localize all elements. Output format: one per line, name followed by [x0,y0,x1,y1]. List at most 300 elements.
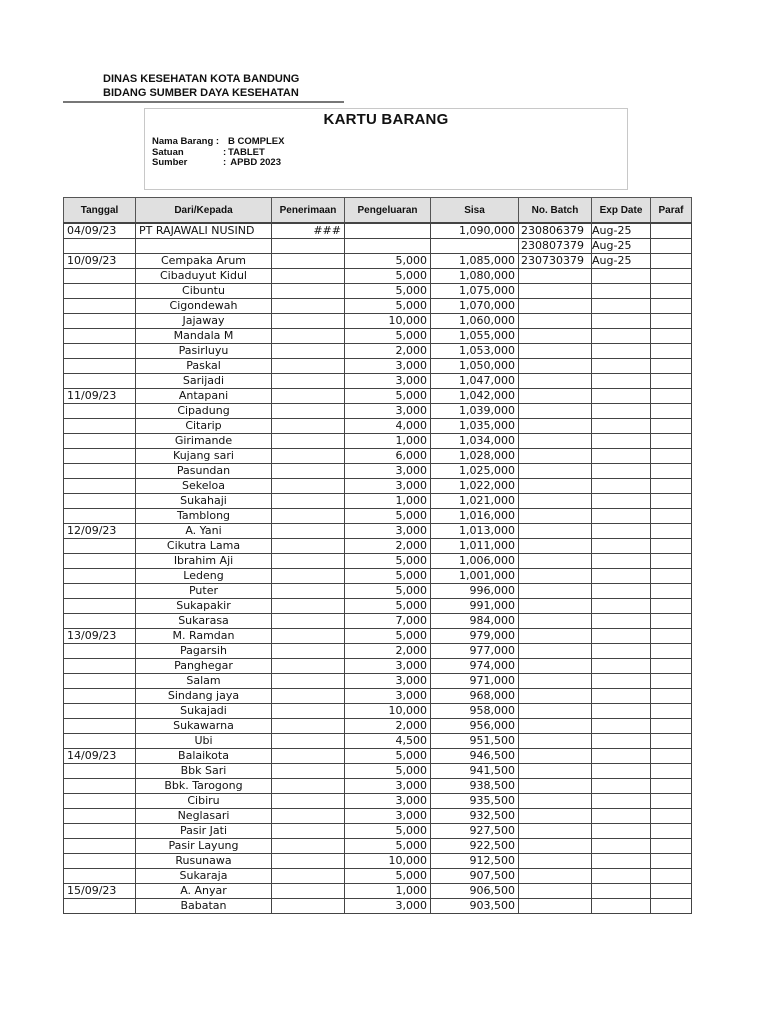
cell-dari-kepada: Rusunawa [136,854,272,869]
cell-penerimaan [272,674,345,689]
cell-tanggal [64,764,136,779]
cell-penerimaan [272,314,345,329]
cell-exp-date [592,299,651,314]
cell-tanggal [64,374,136,389]
cell-sisa: 912,500 [431,854,519,869]
cell-pengeluaran: 5,000 [345,869,431,884]
cell-no-batch [519,899,592,914]
cell-sisa: 984,000 [431,614,519,629]
table-row [64,299,692,314]
table-row [64,689,692,704]
cell-tanggal [64,479,136,494]
cell-paraf [651,644,692,659]
cell-dari-kepada: Kujang sari [136,449,272,464]
cell-paraf [651,449,692,464]
cell-pengeluaran: 5,000 [345,839,431,854]
cell-dari-kepada: Tamblong [136,509,272,524]
cell-dari-kepada: Cigondewah [136,299,272,314]
cell-no-batch [519,314,592,329]
cell-dari-kepada: Sukajadi [136,704,272,719]
cell-penerimaan [272,839,345,854]
cell-tanggal [64,674,136,689]
cell-pengeluaran: 5,000 [345,389,431,404]
cell-penerimaan [272,704,345,719]
cell-dari-kepada: Antapani [136,389,272,404]
cell-no-batch [519,539,592,554]
table-row [64,809,692,824]
cell-paraf [651,869,692,884]
cell-no-batch [519,674,592,689]
cell-dari-kepada: Balaikota [136,749,272,764]
cell-paraf [651,584,692,599]
cell-dari-kepada: Ledeng [136,569,272,584]
cell-exp-date [592,434,651,449]
table-row [64,389,692,404]
table-row [64,779,692,794]
cell-no-batch [519,419,592,434]
column-header-no-batch: No. Batch [519,198,592,224]
cell-exp-date [592,389,651,404]
cell-tanggal [64,824,136,839]
cell-no-batch [519,584,592,599]
cell-paraf [651,719,692,734]
cell-tanggal: 12/09/23 [64,524,136,539]
cell-pengeluaran: 7,000 [345,614,431,629]
cell-sisa: 956,000 [431,719,519,734]
cell-pengeluaran: 5,000 [345,584,431,599]
cell-pengeluaran: 5,000 [345,329,431,344]
cell-dari-kepada: Cibaduyut Kidul [136,269,272,284]
cell-paraf [651,299,692,314]
cell-exp-date [592,809,651,824]
cell-tanggal [64,794,136,809]
table-row [64,449,692,464]
cell-no-batch [519,509,592,524]
cell-tanggal [64,689,136,704]
cell-pengeluaran: 5,000 [345,509,431,524]
cell-paraf [651,404,692,419]
cell-tanggal [64,269,136,284]
cell-sisa: 922,500 [431,839,519,854]
cell-exp-date [592,554,651,569]
cell-penerimaan [272,509,345,524]
cell-tanggal [64,299,136,314]
cell-tanggal: 13/09/23 [64,629,136,644]
cell-tanggal [64,839,136,854]
org-division: BIDANG SUMBER DAYA KESEHATAN [103,87,299,99]
column-header-dari-kepada: Dari/Kepada [136,198,272,224]
cell-sisa: 1,070,000 [431,299,519,314]
cell-pengeluaran: 2,000 [345,344,431,359]
column-header-sisa: Sisa [431,198,519,224]
cell-no-batch: 230807379 [519,239,592,254]
cell-no-batch [519,719,592,734]
table-header-row [64,198,692,224]
table-row [64,314,692,329]
cell-paraf [651,629,692,644]
cell-sisa: 1,034,000 [431,434,519,449]
cell-no-batch [519,689,592,704]
cell-no-batch [519,359,592,374]
cell-penerimaan [272,269,345,284]
cell-dari-kepada: Paskal [136,359,272,374]
cell-paraf [651,223,692,239]
cell-penerimaan [272,479,345,494]
stock-card-table [63,197,692,914]
cell-dari-kepada: Bbk. Tarogong [136,779,272,794]
cell-dari-kepada: Cempaka Arum [136,254,272,269]
table-row [64,404,692,419]
column-header-tanggal: Tanggal [64,198,136,224]
cell-exp-date: Aug-25 [592,223,651,239]
cell-dari-kepada: Ubi [136,734,272,749]
cell-sisa: 1,022,000 [431,479,519,494]
cell-dari-kepada: Cikutra Lama [136,539,272,554]
cell-tanggal [64,314,136,329]
cell-no-batch [519,614,592,629]
cell-sisa: 1,042,000 [431,389,519,404]
cell-pengeluaran: 5,000 [345,629,431,644]
cell-exp-date [592,824,651,839]
cell-penerimaan [272,404,345,419]
cell-penerimaan [272,869,345,884]
cell-tanggal [64,659,136,674]
table-row [64,434,692,449]
cell-pengeluaran: 10,000 [345,314,431,329]
cell-paraf [651,809,692,824]
cell-dari-kepada: Pagarsih [136,644,272,659]
cell-dari-kepada: Cibuntu [136,284,272,299]
cell-exp-date [592,644,651,659]
cell-sisa: 968,000 [431,689,519,704]
cell-tanggal [64,434,136,449]
field-value: APBD 2023 [228,157,281,168]
cell-dari-kepada: Pasirluyu [136,344,272,359]
cell-pengeluaran: 3,000 [345,524,431,539]
cell-pengeluaran: 10,000 [345,854,431,869]
cell-penerimaan [272,494,345,509]
cell-tanggal [64,809,136,824]
cell-penerimaan [272,389,345,404]
cell-dari-kepada: Puter [136,584,272,599]
cell-pengeluaran: 5,000 [345,554,431,569]
cell-penerimaan [272,554,345,569]
cell-paraf [651,509,692,524]
cell-no-batch [519,764,592,779]
cell-dari-kepada: Pasir Jati [136,824,272,839]
table-row [64,239,692,254]
table-row [64,764,692,779]
cell-pengeluaran: 4,500 [345,734,431,749]
cell-exp-date [592,779,651,794]
cell-paraf [651,704,692,719]
cell-exp-date [592,689,651,704]
org-name: DINAS KESEHATAN KOTA BANDUNG [103,73,300,85]
cell-pengeluaran: 2,000 [345,539,431,554]
cell-penerimaan [272,599,345,614]
cell-penerimaan [272,899,345,914]
cell-no-batch [519,344,592,359]
cell-tanggal [64,239,136,254]
cell-tanggal [64,779,136,794]
cell-sisa: 1,011,000 [431,539,519,554]
cell-sisa: 906,500 [431,884,519,899]
field-sumber [152,158,284,169]
cell-sisa: 1,039,000 [431,404,519,419]
cell-sisa: 1,085,000 [431,254,519,269]
cell-dari-kepada: PT RAJAWALI NUSIND [136,223,272,239]
cell-sisa: 1,028,000 [431,449,519,464]
cell-pengeluaran: 3,000 [345,464,431,479]
organization-header [103,72,299,100]
cell-paraf [651,614,692,629]
table-row [64,599,692,614]
cell-paraf [651,899,692,914]
cell-dari-kepada: Sukahaji [136,494,272,509]
cell-no-batch [519,299,592,314]
table-row [64,569,692,584]
cell-no-batch [519,644,592,659]
cell-exp-date [592,569,651,584]
cell-sisa: 1,055,000 [431,329,519,344]
cell-dari-kepada: Salam [136,674,272,689]
table-row [64,479,692,494]
cell-pengeluaran: 5,000 [345,749,431,764]
cell-exp-date [592,524,651,539]
cell-penerimaan [272,659,345,674]
cell-tanggal [64,599,136,614]
table-row [64,659,692,674]
table-row [64,704,692,719]
cell-dari-kepada: Bbk Sari [136,764,272,779]
cell-no-batch [519,884,592,899]
cell-tanggal [64,644,136,659]
cell-no-batch [519,329,592,344]
cell-sisa [431,239,519,254]
cell-dari-kepada: Cibiru [136,794,272,809]
cell-exp-date [592,509,651,524]
cell-sisa: 946,500 [431,749,519,764]
cell-penerimaan [272,614,345,629]
cell-paraf [651,674,692,689]
cell-paraf [651,689,692,704]
cell-dari-kepada: Sekeloa [136,479,272,494]
field-label: Sumber : [152,157,227,168]
cell-paraf [651,254,692,269]
cell-sisa: 907,500 [431,869,519,884]
cell-no-batch [519,404,592,419]
cell-paraf [651,599,692,614]
table-row [64,223,692,239]
cell-exp-date [592,359,651,374]
cell-no-batch [519,599,592,614]
cell-dari-kepada: Sukarasa [136,614,272,629]
cell-pengeluaran: 1,000 [345,494,431,509]
cell-exp-date [592,269,651,284]
item-card-header [144,108,628,190]
table-row [64,374,692,389]
cell-sisa: 971,000 [431,674,519,689]
cell-no-batch [519,854,592,869]
cell-dari-kepada: Mandala M [136,329,272,344]
cell-sisa: 991,000 [431,599,519,614]
cell-tanggal [64,509,136,524]
table-row [64,869,692,884]
cell-sisa: 1,060,000 [431,314,519,329]
cell-pengeluaran: 2,000 [345,719,431,734]
cell-paraf [651,794,692,809]
cell-pengeluaran: 2,000 [345,644,431,659]
table-row [64,329,692,344]
cell-exp-date [592,314,651,329]
cell-paraf [651,284,692,299]
cell-exp-date [592,764,651,779]
table-row [64,539,692,554]
cell-pengeluaran: 5,000 [345,284,431,299]
column-header-pengeluaran: Pengeluaran [345,198,431,224]
table-row [64,854,692,869]
cell-exp-date [592,419,651,434]
cell-sisa: 1,035,000 [431,419,519,434]
cell-paraf [651,389,692,404]
cell-paraf [651,464,692,479]
cell-pengeluaran [345,223,431,239]
cell-dari-kepada: Sarijadi [136,374,272,389]
cell-pengeluaran: 3,000 [345,779,431,794]
table-row [64,644,692,659]
cell-pengeluaran: 6,000 [345,449,431,464]
cell-sisa: 1,047,000 [431,374,519,389]
cell-tanggal: 04/09/23 [64,223,136,239]
cell-penerimaan [272,854,345,869]
cell-pengeluaran: 3,000 [345,899,431,914]
cell-sisa: 1,021,000 [431,494,519,509]
cell-pengeluaran [345,239,431,254]
cell-exp-date [592,719,651,734]
cell-pengeluaran: 5,000 [345,269,431,284]
cell-dari-kepada: Citarip [136,419,272,434]
table-row [64,509,692,524]
cell-tanggal [64,899,136,914]
cell-exp-date [592,344,651,359]
cell-pengeluaran: 5,000 [345,599,431,614]
cell-sisa: 932,500 [431,809,519,824]
cell-tanggal [64,734,136,749]
cell-tanggal [64,539,136,554]
cell-no-batch [519,464,592,479]
cell-tanggal [64,584,136,599]
cell-paraf [651,734,692,749]
cell-penerimaan [272,374,345,389]
cell-pengeluaran: 3,000 [345,374,431,389]
cell-dari-kepada: Neglasari [136,809,272,824]
table-row [64,464,692,479]
field-label: Nama Barang : [152,136,220,147]
table-row [64,629,692,644]
cell-paraf [651,569,692,584]
cell-penerimaan [272,824,345,839]
cell-pengeluaran: 3,000 [345,479,431,494]
cell-paraf [651,764,692,779]
cell-exp-date [592,794,651,809]
cell-pengeluaran: 10,000 [345,704,431,719]
cell-tanggal [64,569,136,584]
cell-no-batch [519,629,592,644]
cell-penerimaan: ### [272,223,345,239]
cell-penerimaan [272,794,345,809]
cell-no-batch [519,869,592,884]
cell-exp-date [592,404,651,419]
cell-sisa: 1,050,000 [431,359,519,374]
cell-no-batch [519,449,592,464]
cell-sisa: 1,006,000 [431,554,519,569]
cell-paraf [651,359,692,374]
field-value: B COMPLEX [228,136,285,147]
cell-penerimaan [272,254,345,269]
cell-dari-kepada: Pasundan [136,464,272,479]
cell-no-batch [519,569,592,584]
cell-pengeluaran: 5,000 [345,824,431,839]
cell-dari-kepada [136,239,272,254]
cell-no-batch [519,734,592,749]
cell-no-batch [519,389,592,404]
cell-pengeluaran: 3,000 [345,659,431,674]
cell-dari-kepada: Girimande [136,434,272,449]
table-row [64,614,692,629]
cell-paraf [651,479,692,494]
table-row [64,674,692,689]
cell-penerimaan [272,629,345,644]
cell-paraf [651,239,692,254]
cell-paraf [651,554,692,569]
table-row [64,749,692,764]
cell-exp-date [592,464,651,479]
cell-sisa: 1,053,000 [431,344,519,359]
cell-no-batch [519,779,592,794]
cell-exp-date: Aug-25 [592,254,651,269]
table-row [64,284,692,299]
cell-paraf [651,269,692,284]
cell-pengeluaran: 3,000 [345,404,431,419]
cell-sisa: 1,001,000 [431,569,519,584]
cell-tanggal [64,494,136,509]
cell-penerimaan [272,419,345,434]
cell-exp-date [592,629,651,644]
cell-exp-date [592,839,651,854]
cell-exp-date [592,284,651,299]
cell-sisa: 1,075,000 [431,284,519,299]
cell-dari-kepada: Cipadung [136,404,272,419]
cell-tanggal [64,284,136,299]
item-info [152,137,284,169]
cell-no-batch [519,524,592,539]
cell-pengeluaran: 1,000 [345,884,431,899]
cell-penerimaan [272,644,345,659]
table-row [64,254,692,269]
cell-penerimaan [272,434,345,449]
cell-no-batch [519,824,592,839]
cell-pengeluaran: 1,000 [345,434,431,449]
cell-tanggal: 14/09/23 [64,749,136,764]
cell-sisa: 996,000 [431,584,519,599]
cell-pengeluaran: 4,000 [345,419,431,434]
cell-pengeluaran: 5,000 [345,299,431,314]
cell-tanggal: 10/09/23 [64,254,136,269]
cell-penerimaan [272,749,345,764]
table-row [64,734,692,749]
cell-penerimaan [272,764,345,779]
cell-no-batch [519,704,592,719]
